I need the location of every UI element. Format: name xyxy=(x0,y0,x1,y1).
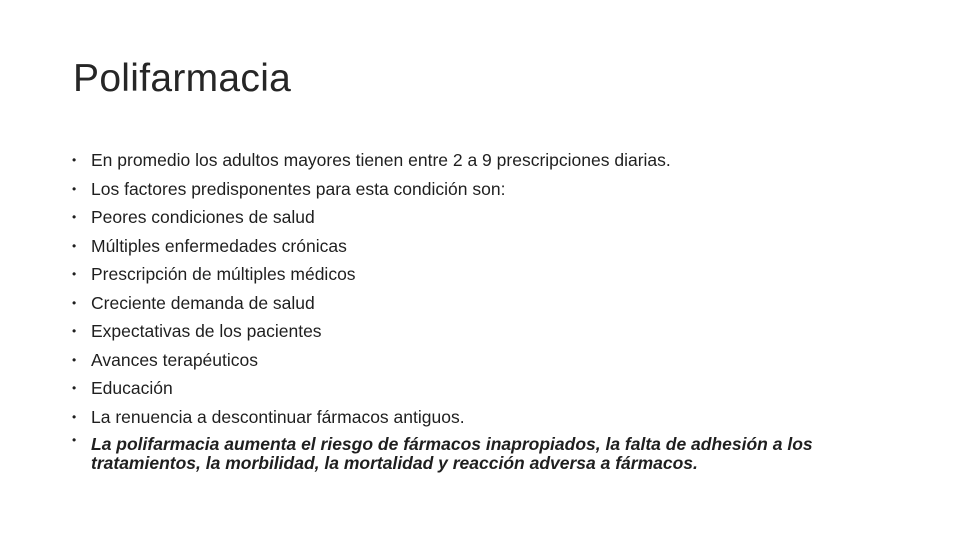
bullet-dot: • xyxy=(72,238,77,253)
bullet-item-6 xyxy=(73,289,903,318)
bullet-dot: • xyxy=(72,210,77,224)
bullet-item-11-emphasis xyxy=(73,431,903,473)
bullet-dot: • xyxy=(72,409,77,424)
bullet-dot: • xyxy=(72,267,77,281)
bullet-text: Avances terapéuticos xyxy=(91,349,259,370)
bullet-dot: • xyxy=(72,295,77,310)
bullet-text: Peores condiciones de salud xyxy=(91,207,315,227)
bullet-text: Los factores predisponentes para esta condición son: xyxy=(91,178,506,199)
bullet-text: Expectativas de los pacientes xyxy=(91,321,322,341)
bullet-text: La polifarmacia aumenta el riesgo de fármacos inapropiados, la falta de adhesión a los tratamientos, la morbilidad, la mortalidad y reacción adversa a fármacos. xyxy=(91,434,813,473)
bullet-text: Prescripción de múltiples médicos xyxy=(91,264,356,284)
bullet-item-7 xyxy=(73,317,903,346)
bullet-item-5 xyxy=(73,260,903,289)
slide-title: Polifarmacia xyxy=(73,57,292,100)
bullet-item-9 xyxy=(73,374,903,403)
bullet-dot: • xyxy=(72,181,77,196)
bullet-item-10 xyxy=(73,403,903,432)
bullet-dot: • xyxy=(72,352,77,367)
bullet-item-1 xyxy=(73,146,903,175)
bullet-dot: • xyxy=(72,324,77,338)
bullet-dot: • xyxy=(72,433,77,447)
bullet-dot: • xyxy=(72,381,77,395)
bullet-text: Creciente demanda de salud xyxy=(91,292,315,313)
bullet-item-3 xyxy=(73,203,903,232)
bullet-text: Múltiples enfermedades crónicas xyxy=(91,235,347,256)
bullet-dot: • xyxy=(72,153,77,167)
bullet-text: Educación xyxy=(91,378,173,398)
bullet-item-8 xyxy=(73,346,903,375)
bullet-item-4 xyxy=(73,232,903,261)
bullet-list xyxy=(73,146,903,473)
bullet-text: En promedio los adultos mayores tienen entre 2 a 9 prescripciones diarias. xyxy=(91,150,671,170)
bullet-text: La renuencia a descontinuar fármacos antiguos. xyxy=(91,406,465,427)
bullet-item-2 xyxy=(73,175,903,204)
